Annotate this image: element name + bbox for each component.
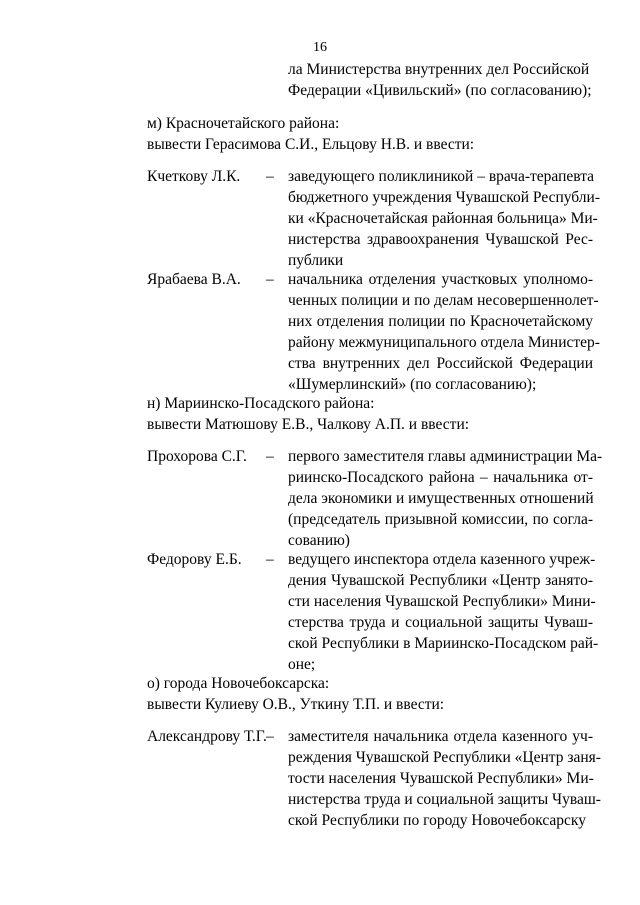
position-line: дения Чувашской Республики «Центр занято- (288, 572, 593, 589)
section-instruction: вывести Кулиеву О.В., Уткину Т.П. и ввести: (147, 696, 445, 713)
section-instruction: вывести Герасимова С.И., Ельцову Н.В. и ввести: (147, 136, 475, 153)
position-line: заведующего поликлиникой – врача-терапевта (288, 168, 595, 185)
position-line: ченных полиции и по делам несовершеннолет- (288, 292, 599, 309)
position-line: ской Республики в Мариинско-Посадском рай- (288, 635, 599, 652)
position-line: сованию) (288, 532, 350, 549)
position-line: ведущего инспектора отдела казенного учреж- (288, 551, 596, 568)
position-line: ской Республики по городу Новочебоксарску (288, 812, 586, 829)
position-line: первого заместителя главы администрации Ма- (288, 448, 603, 465)
section-heading: н) Мариинско-Посадского района: (147, 395, 375, 412)
text-line: ла Министерства внутренних дел Российской (288, 61, 590, 78)
position-line: них отделения полиции по Красночетайскому (288, 313, 593, 330)
section-instruction: вывести Матюшову Е.В., Чалкову А.П. и ввести: (147, 416, 470, 433)
dash: – (266, 271, 274, 288)
section-heading: о) города Новочебоксарска: (147, 675, 330, 692)
position-line: оне; (288, 656, 316, 673)
position-line: ства внутренних дел Российской Федерации (288, 355, 593, 372)
person-name: Федорову Е.Б. (147, 551, 242, 568)
position-line: реждения Чувашской Республики «Центр заня- (288, 749, 601, 766)
position-line: стерства труда и социальной защиты Чуваш- (288, 614, 593, 631)
position-line: «Шумерлинский» (по согласованию); (288, 376, 537, 393)
dash: – (266, 448, 274, 465)
position-line: начальника отделения участковых уполномо- (288, 271, 593, 288)
person-name: Ярабаева В.А. (147, 271, 241, 288)
position-line: (председатель призывной комиссии, по согла- (288, 511, 593, 528)
dash: – (266, 551, 274, 568)
position-line: дела экономики и имущественных отношений (288, 490, 594, 507)
position-line: бюджетного учреждения Чувашской Республи- (288, 189, 600, 206)
text-line: Федерации «Цивильский» (по согласованию); (288, 82, 592, 99)
position-line: сти населения Чувашской Республики» Мини- (288, 593, 596, 610)
person-name: Кчеткову Л.К. (147, 168, 241, 185)
position-line: району межмуниципального отдела Министер- (288, 334, 600, 351)
position-line: нистерства здравоохранения Чувашской Рес- (288, 231, 593, 248)
position-line: заместителя начальника отдела казенного уч- (288, 728, 593, 745)
position-line: тости населения Чувашской Республики» Ми- (288, 770, 594, 787)
dash: – (266, 168, 274, 185)
position-line: нистерства труда и социальной защиты Чуваш- (288, 791, 601, 808)
position-line: ки «Красночетайская районная больница» Ми- (288, 210, 598, 227)
position-line: риинско-Посадского района – начальника от- (288, 469, 593, 486)
person-name: Прохорова С.Г. (147, 448, 247, 465)
person-name: Александрову Т.Г. (147, 728, 267, 745)
page-number: 16 (313, 40, 327, 55)
position-line: публики (288, 252, 344, 269)
dash: – (266, 728, 274, 745)
section-heading: м) Красночетайского района: (147, 115, 340, 132)
